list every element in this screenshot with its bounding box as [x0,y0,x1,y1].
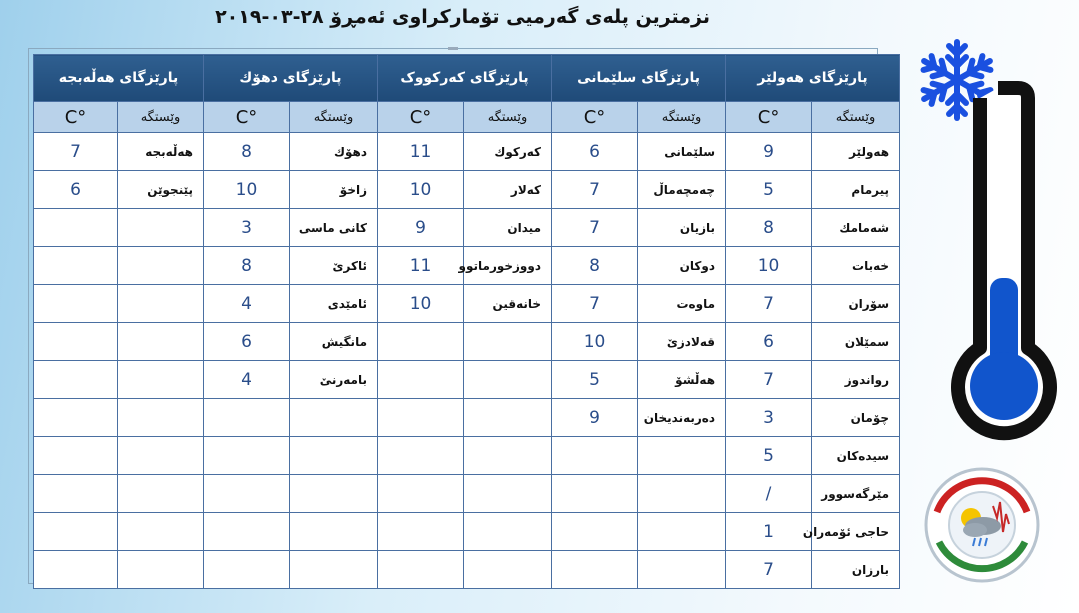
temperature-value: 10 [378,171,464,209]
temperature-value [204,513,290,551]
table-row [34,285,900,323]
table-row [34,323,900,361]
station-name [118,475,204,513]
station-name: بامەرنێ [290,361,378,399]
region-header: پارێزگای دهۆك [204,55,378,102]
page-title: نزمترین پلەی گەرمیی تۆمارکراوی ئەمڕۆ ٢٨-٠٣-٢٠١٩ [215,6,710,28]
temperature-value: 10 [552,323,638,361]
station-name: سۆران [812,285,900,323]
station-name: شەمامك [812,209,900,247]
temperature-value: 8 [552,247,638,285]
region-header: پارێزگای هەولێر [726,55,900,102]
temperature-value: 5 [726,437,812,475]
temperature-value [34,247,118,285]
table-row [34,133,900,171]
table-row [34,475,900,513]
station-name [638,475,726,513]
station-name [118,323,204,361]
station-name [638,551,726,589]
station-name: رواندوز [812,361,900,399]
station-name [118,209,204,247]
temperature-value: 3 [726,399,812,437]
region-header: پارێزگای سلێمانی [552,55,726,102]
station-name: کەرکوك [464,133,552,171]
temperature-value [378,513,464,551]
station-name: مانگیش [290,323,378,361]
temperature-value: 7 [552,171,638,209]
temperature-value [34,399,118,437]
temperature-value [378,551,464,589]
station-name [290,399,378,437]
station-name [290,475,378,513]
temperature-value: 9 [552,399,638,437]
temperature-value: 7 [552,285,638,323]
station-name [464,551,552,589]
region-header: پارێزگای کەرکووک [378,55,552,102]
station-name [290,437,378,475]
station-name: قەلادزێ [638,323,726,361]
station-name: خانەقین [464,285,552,323]
temperature-value [552,513,638,551]
station-name: دووزخورماتوو [464,247,552,285]
station-name: ماوەت [638,285,726,323]
table-row [34,551,900,589]
temperature-unit-header: °C [552,102,638,133]
station-name [118,551,204,589]
temperature-value: 7 [726,361,812,399]
temperature-value: 7 [552,209,638,247]
station-name [464,437,552,475]
temperature-value: 10 [204,171,290,209]
temperature-unit-header: °C [378,102,464,133]
temperature-value: 6 [552,133,638,171]
temperature-unit-header: °C [34,102,118,133]
station-name [118,361,204,399]
station-column-header: وێستگە [638,102,726,133]
temperature-value [378,475,464,513]
table-row [34,361,900,399]
temperature-value [34,285,118,323]
station-name [464,513,552,551]
temperature-table [33,54,900,589]
station-name: بارزان [812,551,900,589]
station-name: دهۆك [290,133,378,171]
station-name [464,361,552,399]
temperature-value [378,323,464,361]
station-name: مێرگەسوور [812,475,900,513]
station-name: پیرمام [812,171,900,209]
temperature-value: 8 [204,133,290,171]
temperature-value [34,437,118,475]
station-name [290,551,378,589]
station-name: کانی ماسی [290,209,378,247]
station-column-header: وێستگە [464,102,552,133]
temperature-value: 11 [378,247,464,285]
temperature-value: 8 [204,247,290,285]
station-column-header: وێستگە [290,102,378,133]
temperature-value [34,551,118,589]
temperature-value: 4 [204,285,290,323]
temperature-value [204,437,290,475]
station-name: هەڵەبجە [118,133,204,171]
region-header: پارێزگای هەڵەبجە [34,55,204,102]
station-name [118,437,204,475]
temperature-value: 7 [34,133,118,171]
station-name [118,247,204,285]
temperature-value [34,513,118,551]
temperature-value [34,475,118,513]
table-row [34,399,900,437]
station-name [464,323,552,361]
temperature-value: 9 [726,133,812,171]
table-row [34,247,900,285]
station-name [118,513,204,551]
station-name: میدان [464,209,552,247]
temperature-value [204,475,290,513]
station-name: خەبات [812,247,900,285]
station-name: چەمچەماڵ [638,171,726,209]
station-name: سیدەکان [812,437,900,475]
temperature-value: 5 [726,171,812,209]
resize-handle-top[interactable] [448,47,458,50]
station-name: دوکان [638,247,726,285]
temperature-value [552,475,638,513]
temperature-value [204,399,290,437]
table-row [34,171,900,209]
temperature-value: 11 [378,133,464,171]
thermometer-icon [950,78,1050,458]
temperature-value: 1 [726,513,812,551]
temperature-value: 8 [726,209,812,247]
temperature-value: 6 [34,171,118,209]
station-name: سمێلان [812,323,900,361]
temperature-value: 6 [204,323,290,361]
station-name [118,285,204,323]
temperature-value: 3 [204,209,290,247]
temperature-value [552,437,638,475]
station-name: هەڵشۆ [638,361,726,399]
meteorology-logo [923,466,1041,584]
station-name [638,437,726,475]
temperature-value: 10 [726,247,812,285]
station-name: دەربەندیخان [638,399,726,437]
station-name: سلێمانی [638,133,726,171]
station-name: کەلار [464,171,552,209]
temperature-value: 7 [726,285,812,323]
station-name: چۆمان [812,399,900,437]
temperature-value [378,437,464,475]
temperature-value [34,209,118,247]
station-name: زاخۆ [290,171,378,209]
temperature-value [552,551,638,589]
temperature-value: 4 [204,361,290,399]
station-name: پێنجوێن [118,171,204,209]
station-name: هەولێر [812,133,900,171]
station-name: ئاکرێ [290,247,378,285]
temperature-value: 5 [552,361,638,399]
table-row [34,513,900,551]
temperature-unit-header: °C [204,102,290,133]
station-name: بازیان [638,209,726,247]
temperature-value: 6 [726,323,812,361]
temperature-value [378,361,464,399]
temperature-value: 7 [726,551,812,589]
station-name: ئامێدی [290,285,378,323]
temperature-unit-header: °C [726,102,812,133]
station-name [290,513,378,551]
station-name: حاجی ئۆمەران [812,513,900,551]
temperature-value: 10 [378,285,464,323]
station-name [464,475,552,513]
temperature-value [204,551,290,589]
station-name [638,513,726,551]
temperature-value [34,361,118,399]
temperature-value: / [726,475,812,513]
table-row [34,437,900,475]
table-row [34,209,900,247]
station-column-header: وێستگە [118,102,204,133]
temperature-value: 9 [378,209,464,247]
temperature-value [34,323,118,361]
station-column-header: وێستگە [812,102,900,133]
station-name [118,399,204,437]
temperature-value [378,399,464,437]
station-name [464,399,552,437]
